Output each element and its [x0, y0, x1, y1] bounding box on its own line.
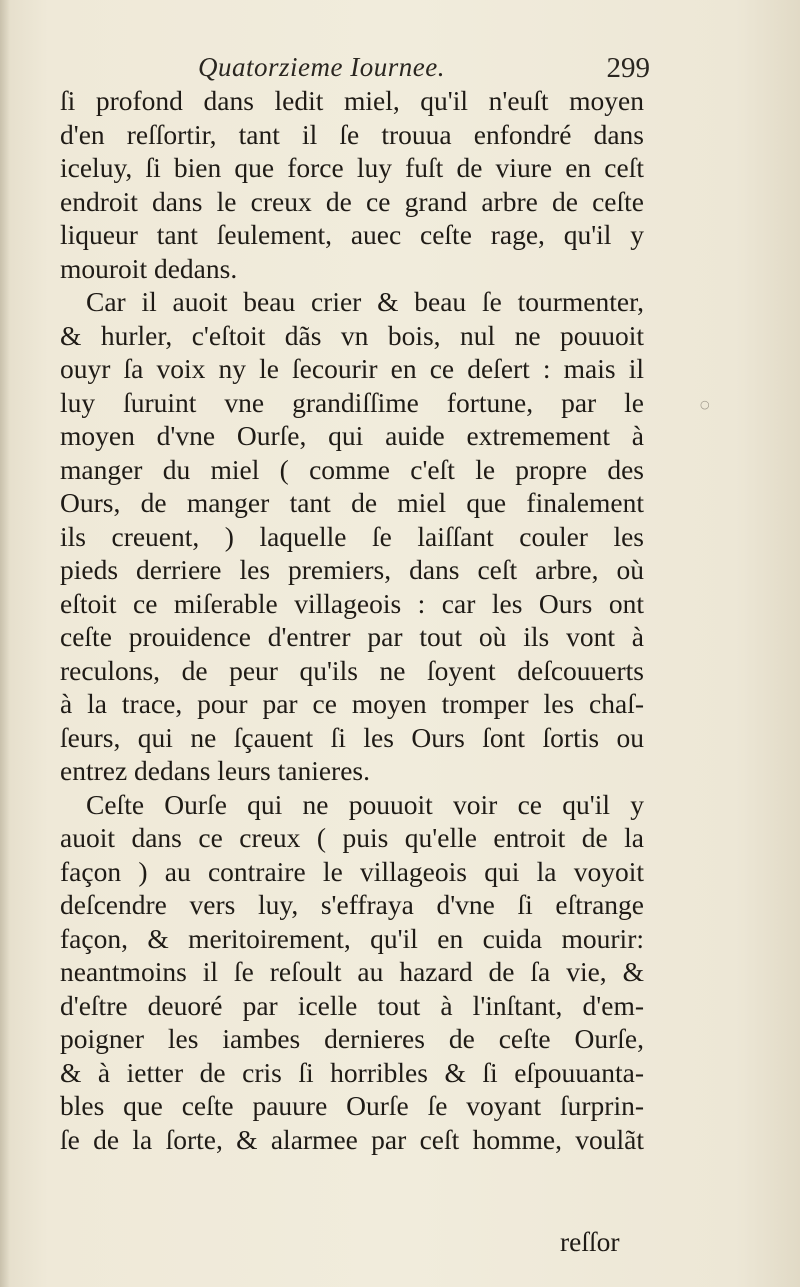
text-line: liqueur tant ſeulement, auec ceſte rage, qu'il y	[60, 219, 644, 250]
page-number: 299	[606, 52, 650, 84]
text-line: auoit dans ce creux ( puis qu'elle entroit de la	[60, 822, 644, 853]
text-line: façon, & meritoirement, qu'il en cuida mourir:	[60, 922, 644, 954]
text-line: ouyr ſa voix ny le ſecourir en ce deſert : mais il	[60, 353, 644, 384]
text-line: & à ietter de cris ſi horribles & ſi eſpouuanta-	[60, 1056, 644, 1088]
running-title: Quatorzieme Iournee.	[198, 52, 445, 82]
text-line: façon ) au contraire le villageois qui la voyoit	[60, 855, 644, 887]
text-line: à la trace, pour par ce moyen tromper les chaſ-	[60, 688, 644, 719]
text-line: iceluy, ſi bien que force luy fuſt de viure en ceſt	[60, 152, 644, 183]
text-line: eſtoit ce miſerable villageois : car les Ours ont	[60, 587, 644, 619]
text-line: Ours, de manger tant de miel que finalement	[60, 487, 644, 518]
text-line: Car il auoit beau crier & beau ſe tourmenter,	[86, 286, 644, 317]
text-line: ils creuent, ) laquelle ſe laiſſant couler les	[60, 520, 644, 552]
text-line: ſeurs, qui ne ſçauent ſi les Ours ſont ſortis ou	[60, 721, 644, 753]
text-line: entrez dedans leurs tanieres.	[60, 755, 370, 786]
text-line: reculons, de peur qu'ils ne ſoyent deſcouuerts	[60, 654, 644, 686]
text-line: & hurler, c'eſtoit dãs vn bois, nul ne pouuoit	[60, 319, 644, 351]
text-line: luy ſuruint vne grandiſſime fortune, par le	[60, 386, 644, 418]
text-line: endroit dans le creux de ce grand arbre de ceſte	[60, 185, 644, 217]
text-line: moyen d'vne Ourſe, qui auide extremement à	[60, 420, 644, 451]
body-text	[60, 84, 644, 1156]
text-line: d'eſtre deuoré par icelle tout à l'inſtant, d'em-	[60, 989, 644, 1021]
text-line: d'en reſſortir, tant il ſe trouua enfondré dans	[60, 118, 644, 150]
text-line: ſe de la ſorte, & alarmee par ceſt homme, voulãt	[60, 1123, 644, 1155]
text-line: poigner les iambes dernieres de ceſte Ourſe,	[60, 1023, 644, 1054]
text-line: manger du miel ( comme c'eſt le propre des	[60, 453, 644, 485]
paper-speck: ○	[700, 398, 710, 411]
text-line: Ceſte Ourſe qui ne pouuoit voir ce qu'il y	[86, 788, 644, 820]
text-line: deſcendre vers luy, s'effraya d'vne ſi eſtrange	[60, 889, 644, 920]
text-line: ſi profond dans ledit miel, qu'il n'euſt moyen	[60, 85, 644, 116]
catchword: reſſor	[560, 1226, 620, 1257]
text-line: mouroit dedans.	[60, 252, 238, 284]
text-line: bles que ceſte pauure Ourſe ſe voyant ſurprin-	[60, 1090, 644, 1121]
text-line: ceſte prouidence d'entrer par tout où ils vont à	[60, 621, 644, 652]
text-line: pieds derriere les premiers, dans ceſt arbre, où	[60, 554, 644, 585]
text-line: neantmoins il ſe reſoult au hazard de ſa vie, &	[60, 956, 644, 987]
